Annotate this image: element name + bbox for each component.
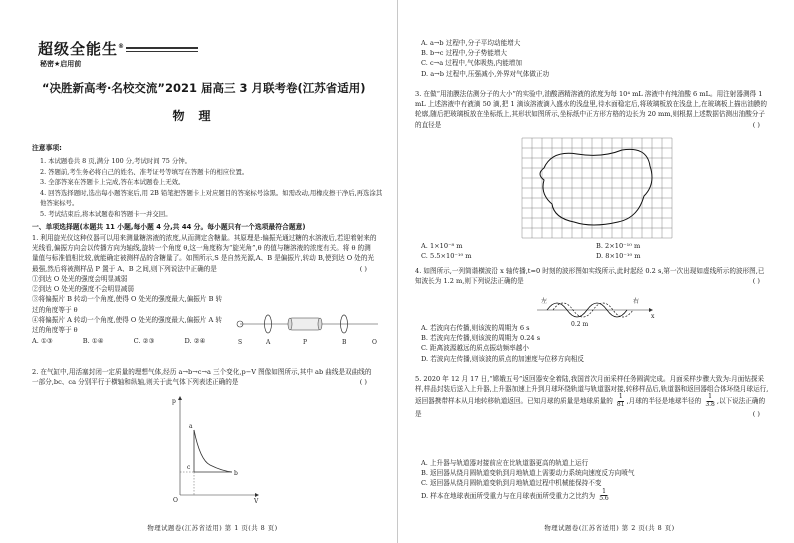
- q1-items: [32, 274, 227, 335]
- choice: A. ①③: [32, 337, 53, 346]
- fraction-den: 5.6: [599, 495, 609, 503]
- choice: A. 上升器与轨道器对接前应在比轨道器更高的轨道上运行: [421, 459, 589, 467]
- answer-bracket: ( ): [752, 409, 760, 418]
- q5-stem: 5. 2020 年 12 月 17 日,“嫦娥五号”返回器安全着陆,我国首次月面采样任务圆满完成。月面采样步骤大致为:月面钻探采样,样品封装后送入上升器,上升器加速上升到月球环绕轨道与轨道器对接,转移样品后,轨道器和返回器组合体环绕月球运行,返回器携带样本从月地转移轨道返回。已知月球的质量是地球质量的: [415, 375, 769, 406]
- section-heading: 一、单项选择题(本题共 11 小题,每小题 4 分,共 44 分。每小题只有一个选项最符合题意): [32, 223, 306, 231]
- choice: C. ②③: [133, 337, 155, 346]
- pv-graph: [170, 395, 260, 505]
- q2-choices: [421, 38, 766, 79]
- choice: A. 若波向右传播,则该波的周期为 6 s: [421, 324, 530, 332]
- footer-left: 物理试题卷(江苏省适用) 第 1 页(共 8 页): [147, 524, 278, 532]
- axis-x-label: x: [651, 313, 655, 320]
- brand-logo: [38, 38, 125, 61]
- label-b: B: [342, 339, 347, 346]
- fraction-num: 1: [708, 393, 712, 401]
- question-2: [32, 367, 377, 387]
- footer-right: 物理试题卷(江苏省适用) 第 2 页(共 8 页): [544, 524, 675, 532]
- question-5: [415, 374, 770, 419]
- fraction-den: 81: [616, 401, 625, 409]
- choice: B. b→c 过程中,分子势能增大: [421, 49, 508, 58]
- label-s: S: [238, 339, 243, 346]
- notes-title: 注意事项:: [32, 144, 62, 152]
- point-b-label: b: [234, 470, 238, 477]
- choice: C. c→a 过程中,气体吸热,内能增加: [421, 59, 522, 68]
- choice: D. a→b 过程中,压强减小,外界对气体做正功: [421, 69, 550, 78]
- label-p: P: [303, 339, 308, 346]
- note-item: 5. 考试结束后,将本试题卷和答题卡一并交回。: [40, 210, 172, 219]
- isotherm-curve: [194, 430, 232, 472]
- oil-film-grid: [522, 138, 672, 238]
- choice: B. 2×10⁻¹⁰ m: [596, 242, 641, 250]
- exam-title: “决胜新高考·名校交流”2021 届高三 3 月联考卷(江苏省适用): [42, 81, 366, 95]
- fraction-den: 3.8: [705, 401, 715, 409]
- label-a: A: [266, 339, 271, 346]
- choice: B. 返回器从绕月圆轨道变轨到月地轨道上需要动力系统向速度反方向喷气: [421, 469, 635, 478]
- answer-bracket: ( ): [752, 120, 760, 129]
- choice: D. ②④: [184, 337, 206, 346]
- choice-d-text: D. 样本在地球表面所受重力与在月球表面所受重力之比约为: [421, 491, 596, 500]
- point-a-label: a: [189, 423, 193, 430]
- q4-stem: 4. 如图所示,一列简谐横波沿 x 轴传播,t=0 时刻的波形图如实线所示,此时起经 0.2 s,第一次出现如虚线所示的波形图,已知波长为 1.2 m,则下列说法正确的是: [415, 267, 765, 286]
- q2-stem: 2. 在气缸中,用活塞封闭一定质量的理想气体,经历 a→b→c→a 三个变化,p−V 图像如图所示,其中 ab 曲线是双曲线的一部分,bc、ca 分别平行于横轴和纵轴,则关于此气体下列表述正确的是: [32, 368, 372, 387]
- note-item: 2. 答题前,考生务必将自己的姓名、准考证号等填写在答题卡的相应位置。: [40, 167, 249, 176]
- fraction-num: 1: [618, 393, 623, 401]
- note-item: 4. 回答选择题时,选出每小题答案后,用 2B 铅笔把答题卡上对应题目的答案标号涂黑。如需改动,用橡皮擦干净后,再选涂其他答案标号。: [40, 188, 383, 208]
- q1-stem: [32, 233, 377, 274]
- choice: C. 距离波源越远的质点振动频率越小: [421, 344, 529, 353]
- q1-item: ④将偏振片 A 转动一个角度,使得 O 处光的强度最大,偏振片 A 转过的角度等于 θ: [32, 315, 222, 334]
- note-item: 1. 本试题卷共 8 页,满分 100 分,考试时间 75 分钟。: [40, 157, 192, 166]
- fraction-num: 1: [602, 487, 606, 495]
- q5-choices: [421, 458, 771, 503]
- q3-choices: [421, 241, 771, 261]
- notes: [32, 143, 387, 220]
- right-page: [397, 0, 794, 543]
- choice: D. 8×10⁻¹⁰ m: [596, 252, 641, 261]
- fraction-gravity: [599, 489, 609, 503]
- secret-label: 秘密★启用前: [40, 60, 82, 68]
- question-3: [415, 89, 770, 130]
- brand-name: 超级全能生: [38, 40, 119, 58]
- q1-item: ②到达 O 处光的强度不会明显减弱: [32, 285, 134, 294]
- distance-label: 0.2 m: [571, 321, 589, 328]
- q4-choices: [421, 323, 766, 364]
- choice: A. 1×10⁻⁸ m: [421, 242, 463, 250]
- axis-p-label: p: [172, 398, 176, 405]
- fraction-radius: [705, 394, 715, 408]
- answer-bracket: ( ): [752, 277, 760, 286]
- sample-tube: [290, 318, 320, 330]
- brand-mark: ®: [118, 43, 126, 50]
- q1-item: ①到达 O 处光的强度会明显减弱: [32, 274, 128, 283]
- q1-item: ③将偏振片 B 转动一个角度,使得 O 处光的强度最大,偏振片 B 转过的角度等于 θ: [32, 295, 223, 314]
- label-right: 右: [633, 298, 640, 305]
- point-c-label: c: [187, 464, 191, 471]
- brand-decoration: [126, 47, 198, 52]
- answer-bracket: ( ): [359, 264, 367, 273]
- q5-tail: ,以下说法正确的是: [415, 397, 766, 418]
- choice: B. ①④: [82, 337, 104, 346]
- choice: B. 若波向左传播,则该波的周期为 0.24 s: [421, 334, 541, 343]
- oil-film-outline: [540, 149, 652, 225]
- axis-v-label: V: [254, 498, 259, 505]
- note-item: 3. 全部答案在答题卡上完成,答在本试题卷上无效。: [40, 178, 185, 187]
- choice: A. a→b 过程中,分子平均动能增大: [421, 39, 521, 47]
- polarimeter-figure: [232, 308, 382, 350]
- fraction-mass: [617, 394, 625, 408]
- label-o: O: [372, 339, 377, 346]
- label-left: 左: [541, 298, 548, 305]
- question-4: [415, 266, 770, 286]
- origin-label: O: [173, 497, 178, 504]
- q3-stem: 3. 在做“用油膜法估测分子的大小”的实验中,油酸酒精溶液的浓度为每 10⁴ mL 溶液中有纯油酸 6 mL。用注射器测得 1 mL 上述溶液中有液滴 50 滴,把 1 滴该溶液滴入盛水的浅盘里,待水面稳定后,将玻璃板放在浅盘上,在玻璃板上描出油膜的轮廓,随后把玻璃板放在坐标纸上,其形状如图所示,坐标纸中正方形方格的边长为 20 mm,则根据上述数据估测出油酸分子的直径是: [415, 90, 767, 129]
- choice: C. 返回器从绕月圆轨道变轨到月地轨道过程中机械能保持不变: [421, 479, 602, 488]
- choice-d: [421, 489, 771, 503]
- answer-bracket: ( ): [359, 378, 367, 387]
- q5-mid: ,月球的半径是地球半径的: [626, 397, 702, 406]
- choice: C. 5.5×10⁻¹⁰ m: [421, 252, 472, 261]
- q1-stem-text: 1. 利用旋光仪这种仪器可以用来测量糖溶液的浓度,从而测定含糖量。其原理是:偏振光通过糖的水溶液后,若迎着射来的光线看,偏振方向会以传播方向为轴线,旋转一个角度 θ,这一角度称为“旋光角”,θ 的值与糖溶液的浓度有关。将 θ 的测量值与标准值相比较,就能确定被测样品的含糖量了。如图所示,S 是自然光源,A、B 是偏振片,转动 B,使到达 O 处的光最强,然后将被测样品 P 置于 A、B 之间,则下列说法中正确的是: [32, 234, 377, 273]
- subject-title: 物理: [172, 109, 225, 123]
- choice: D. 若波向左传播,则该波的质点的加速度与位移方向相反: [421, 354, 584, 363]
